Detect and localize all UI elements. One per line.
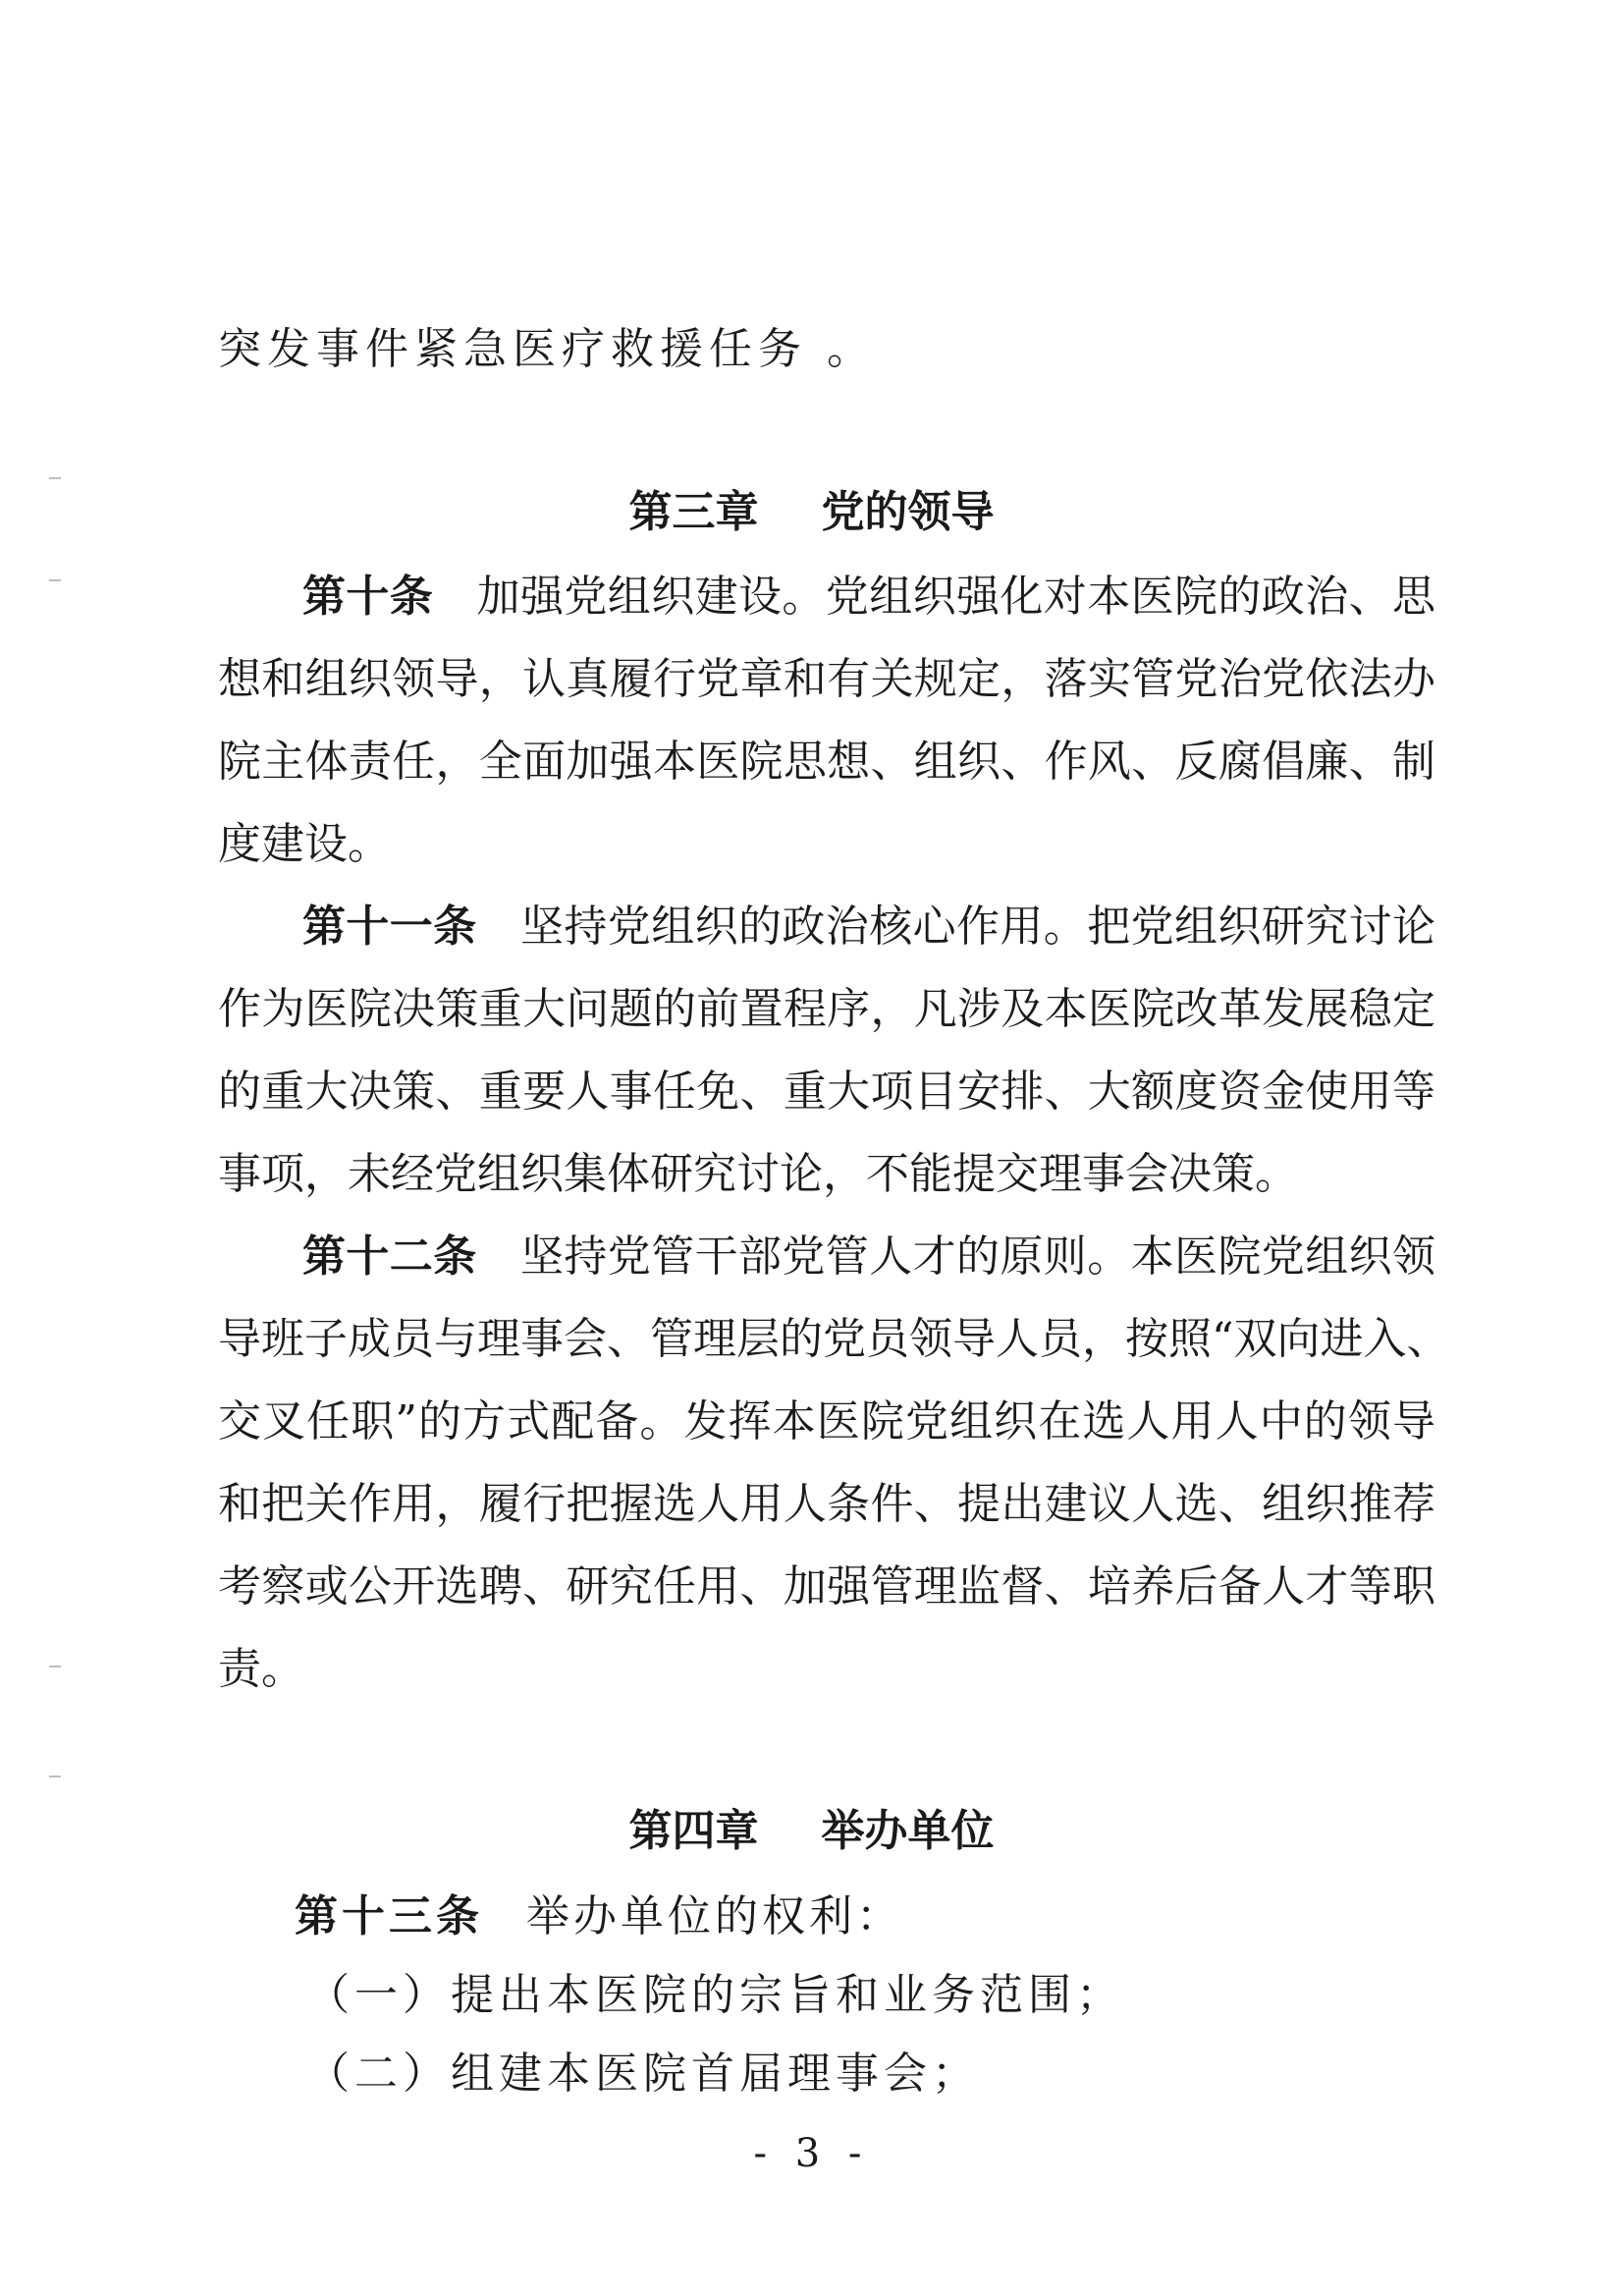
scan-mark <box>49 579 61 581</box>
article-12-line: 导班子成员与理事会、管理层的党员领导人员，按照“双向进入、 <box>218 1314 1450 1364</box>
article-10-label: 第十条 <box>302 572 434 622</box>
article-11-label: 第十一条 <box>302 902 477 952</box>
article-13-label: 第十三条 <box>295 1891 483 1941</box>
scan-mark <box>49 1776 61 1777</box>
article-11-line: 作为医院决策重大问题的前置程序，凡涉及本医院改革发展稳定 <box>218 984 1435 1034</box>
scan-mark <box>49 1666 61 1667</box>
article-12-first-line <box>302 1228 1435 1286</box>
article-12-line: 和把关作用，履行把握选人用人条件、提出建议人选、组织推荐 <box>218 1479 1435 1529</box>
page-number: - 3 - <box>753 2131 870 2176</box>
article-13-item: （一）提出本医院的宗旨和业务范围； <box>306 1970 1124 2020</box>
article-11-line: 事项，未经党组织集体研究讨论，不能提交理事会决策。 <box>218 1149 1298 1199</box>
chapter-4-number: 第四章 <box>628 1806 759 1856</box>
article-13-item: （二）组建本医院首届理事会； <box>306 2049 980 2099</box>
article-10-line: 想和组织领导，认真履行党章和有关规定，落实管党治党依法办 <box>218 654 1435 704</box>
article-11-text: 坚持党组织的政治核心作用。把党组织研究讨论 <box>519 902 1436 952</box>
article-11-first-line <box>302 898 1435 957</box>
article-12-text: 坚持党管干部党管人才的原则。本医院党组织领 <box>519 1231 1436 1282</box>
article-12-line: 交叉任职”的方式配备。发挥本医院党组织在选人用人中的领导 <box>218 1396 1435 1447</box>
chapter-3-heading <box>0 483 1623 542</box>
article-12-label: 第十二条 <box>302 1231 477 1282</box>
article-12-line: 责。 <box>218 1644 304 1694</box>
article-11-line: 的重大决策、重要人事任免、重大项目安排、大额度资金使用等 <box>218 1066 1435 1117</box>
article-10-line: 院主体责任，全面加强本医院思想、组织、作风、反腐倡廉、制 <box>218 737 1435 787</box>
article-10-first-line <box>302 568 1435 627</box>
chapter-4-heading <box>0 1802 1623 1861</box>
article-12-line: 考察或公开选聘、研究任用、加强管理监督、培养后备人才等职 <box>218 1561 1435 1612</box>
article-10-text: 加强党组织建设。党组织强化对本医院的政治、思 <box>476 572 1436 622</box>
article-13-text: 举办单位的权利： <box>526 1891 903 1941</box>
chapter-3-number: 第三章 <box>628 487 759 537</box>
chapter-3-title: 党的领导 <box>821 487 995 537</box>
scan-mark <box>49 477 61 479</box>
article-10-line: 度建设。 <box>218 819 391 869</box>
chapter-4-title: 举办单位 <box>821 1806 995 1856</box>
continued-text-line: 突发事件紧急医疗救援任务 。 <box>218 324 876 374</box>
article-13-first-line <box>295 1887 1428 1946</box>
